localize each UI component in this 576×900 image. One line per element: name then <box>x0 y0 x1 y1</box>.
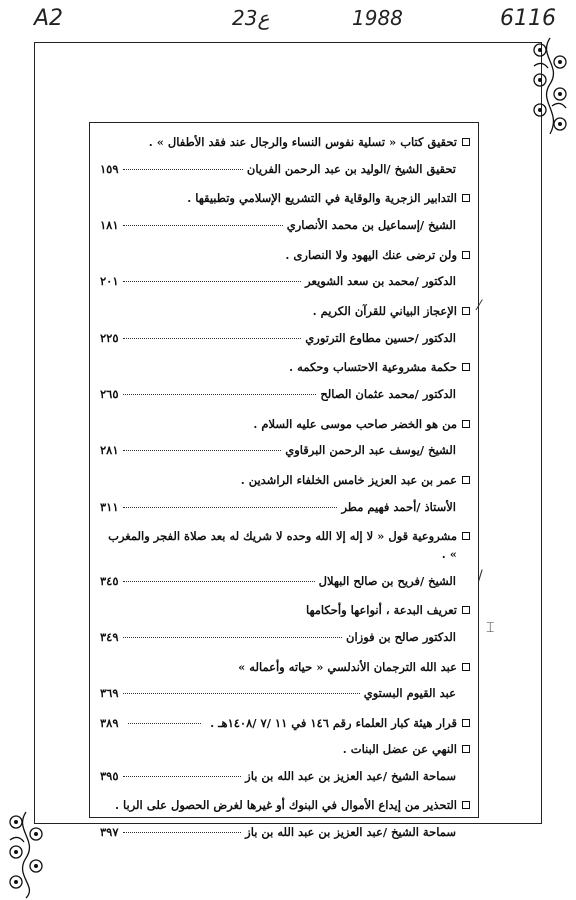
toc-entry-title: تحقيق كتاب « تسلية نفوس النساء والرجال عند فقد الأطفال » . <box>148 135 457 149</box>
toc-entry-page-number: ٢٠١ <box>100 274 119 289</box>
checkbox-square-icon <box>462 251 470 259</box>
dot-leader <box>123 581 315 582</box>
toc-entry-author: عبد القيوم البستوي <box>363 686 456 701</box>
toc-entry <box>100 245 470 288</box>
toc-entry <box>100 713 470 733</box>
toc-entry-page-number: ٣٤٩ <box>100 630 119 645</box>
toc-entry <box>100 657 470 700</box>
dot-leader <box>128 723 202 724</box>
checkbox-square-icon <box>462 606 470 614</box>
toc-entry-author: الدكتور /حسين مطاوع الترتوري <box>305 330 456 345</box>
toc-entry-author: الدكتور صالح بن فوزان <box>346 630 456 645</box>
toc-entry-title: التحذير من إيداع الأموال في البنوك أو غيرها لغرض الحصول على الربا . <box>114 798 457 813</box>
dot-leader <box>123 832 242 833</box>
toc-entry-author-row <box>100 276 470 288</box>
toc-entry-title: عمر بن عبد العزيز خامس الخلفاء الراشدين . <box>240 472 457 487</box>
toc-entry-author-row <box>100 445 470 457</box>
toc-entry <box>100 301 470 344</box>
toc-entry-title-row <box>100 245 470 265</box>
toc-entry <box>100 526 470 587</box>
checkbox-square-icon <box>462 801 470 809</box>
toc-entry-page-number: ٢٢٥ <box>100 330 119 345</box>
toc-entry-page-number: ١٨١ <box>100 218 119 233</box>
handwritten-note-23: 23ع <box>232 6 270 30</box>
toc-entry-title-row <box>100 526 470 564</box>
toc-entry <box>100 414 470 457</box>
toc-entry <box>100 188 470 231</box>
checkbox-square-icon <box>462 420 470 428</box>
toc-entry-title-row <box>100 795 470 815</box>
toc-entry-title-row <box>100 414 470 434</box>
toc-entry-title: مشروعية قول « لا إله إلا الله وحده لا شريك له بعد صلاة الفجر والمغرب » . <box>108 529 457 561</box>
checkbox-square-icon <box>462 719 470 727</box>
dot-leader <box>123 693 360 694</box>
toc-entry-page-number: ٣٩٥ <box>100 768 119 783</box>
toc-entry-author: الدكتور /محمد بن سعد الشويعر <box>305 274 456 289</box>
toc-entry <box>100 132 470 175</box>
handwritten-note-year: 1988 <box>352 6 403 30</box>
handwritten-note-number: 6116 <box>500 6 556 31</box>
toc-entry-page-number: ٣٩٧ <box>100 824 119 839</box>
toc-entry-author: الشيخ /فريح بن صالح البهلال <box>318 573 456 588</box>
toc-entry <box>100 357 470 400</box>
toc-entry-author: الشيخ /إسماعيل بن محمد الأنصاري <box>286 218 456 233</box>
toc-entry-author-row <box>100 824 470 839</box>
toc-entry-page-number: ٢٦٥ <box>100 387 119 402</box>
toc-entry-title: النهي عن عضل البنات . <box>342 741 457 756</box>
pencil-mark-icon: ⌶ <box>486 620 495 636</box>
toc-entry-page-number: ٣١١ <box>100 499 119 514</box>
floral-ornament-icon <box>4 810 48 900</box>
toc-entry <box>100 470 470 513</box>
toc-entry-author-row <box>100 632 470 644</box>
toc-entry-page-number: ١٥٩ <box>100 161 119 176</box>
dot-leader <box>123 394 317 395</box>
toc-entry-author: الأستاذ /أحمد فهيم مطر <box>341 499 456 514</box>
toc-entry-page-number: ٣٨٩ <box>100 715 119 730</box>
toc-entry-author: الشيخ /يوسف عبد الرحمن البرقاوي <box>285 443 456 458</box>
toc-entry-title: عبد الله الترجمان الأندلسي « حياته وأعماله » <box>238 659 457 674</box>
toc-entry-author-row <box>100 389 470 401</box>
toc-entry-title-row <box>100 600 470 620</box>
checkbox-square-icon <box>462 307 470 315</box>
checkbox-square-icon <box>462 663 470 671</box>
toc-entry-author-row <box>100 573 470 588</box>
floral-ornament-icon <box>528 36 572 136</box>
toc-entry-page-number: ٣٤٥ <box>100 573 119 588</box>
toc-entry-author-row <box>100 220 470 232</box>
toc-entry-title-row <box>100 713 470 733</box>
dot-leader <box>123 637 343 638</box>
checkbox-square-icon <box>462 363 470 371</box>
dot-leader <box>123 225 283 226</box>
toc-entry-title: التدابير الزجرية والوقاية في التشريع الإسلامي وتطبيقها . <box>187 191 457 206</box>
toc-entry-author-row <box>100 688 470 700</box>
toc-entry-title-row <box>100 657 470 677</box>
toc-entry-title-row <box>100 739 470 759</box>
toc-entry-title: الإعجاز البياني للقرآن الكريم . <box>312 303 457 318</box>
checkbox-square-icon <box>462 138 470 146</box>
checkbox-square-icon <box>462 532 470 540</box>
toc-entry-author: سماحة الشيخ /عبد العزيز بن عبد الله بن باز <box>245 824 456 839</box>
toc-entry <box>100 739 470 782</box>
toc-entry-title: ولن ترضى عنك اليهود ولا النصارى . <box>285 247 457 262</box>
toc-entry-title: تعريف البدعة ، أنواعها وأحكامها <box>305 603 457 618</box>
toc-entry-author: سماحة الشيخ /عبد العزيز بن عبد الله بن باز <box>245 768 456 783</box>
toc-entry-title-row <box>100 301 470 321</box>
toc-entry-title: من هو الخضر صاحب موسى عليه السلام . <box>253 416 457 431</box>
dot-leader <box>123 776 242 777</box>
toc-entry-title: حكمة مشروعية الاحتساب وحكمه . <box>289 360 457 375</box>
dot-leader <box>123 169 243 170</box>
toc-entry-page-number: ٣٦٩ <box>100 686 119 701</box>
toc-entry <box>100 795 470 838</box>
table-of-contents <box>100 132 470 851</box>
toc-entry-author: الدكتور /محمد عثمان الصالح <box>320 387 456 402</box>
toc-entry-title-row <box>100 357 470 377</box>
toc-entry <box>100 600 470 643</box>
checkbox-square-icon <box>462 745 470 753</box>
toc-entry-author-row <box>100 499 470 514</box>
pencil-mark-icon: ⁄ <box>478 298 481 314</box>
toc-entry-title-row <box>100 188 470 208</box>
dot-leader <box>123 507 338 508</box>
handwritten-note-a2: A2 <box>34 6 64 31</box>
checkbox-square-icon <box>462 476 470 484</box>
toc-entry-title: قرار هيئة كبار العلماء رقم ١٤٦ في ١١ /٧ /١٤٠٨هـ . <box>210 715 457 730</box>
toc-entry-author-row <box>100 768 470 783</box>
toc-entry-title-row <box>100 132 470 152</box>
toc-entry-title-row <box>100 470 470 490</box>
dot-leader <box>123 281 302 282</box>
checkbox-square-icon <box>462 194 470 202</box>
toc-entry-author: تحقيق الشيخ /الوليد بن عبد الرحمن الفريان <box>246 161 456 176</box>
toc-entry-author-row <box>100 161 470 176</box>
pencil-mark-icon: / <box>478 568 483 584</box>
dot-leader <box>123 338 302 339</box>
dot-leader <box>123 450 282 451</box>
toc-entry-page-number: ٢٨١ <box>100 443 119 458</box>
toc-entry-author-row <box>100 330 470 345</box>
